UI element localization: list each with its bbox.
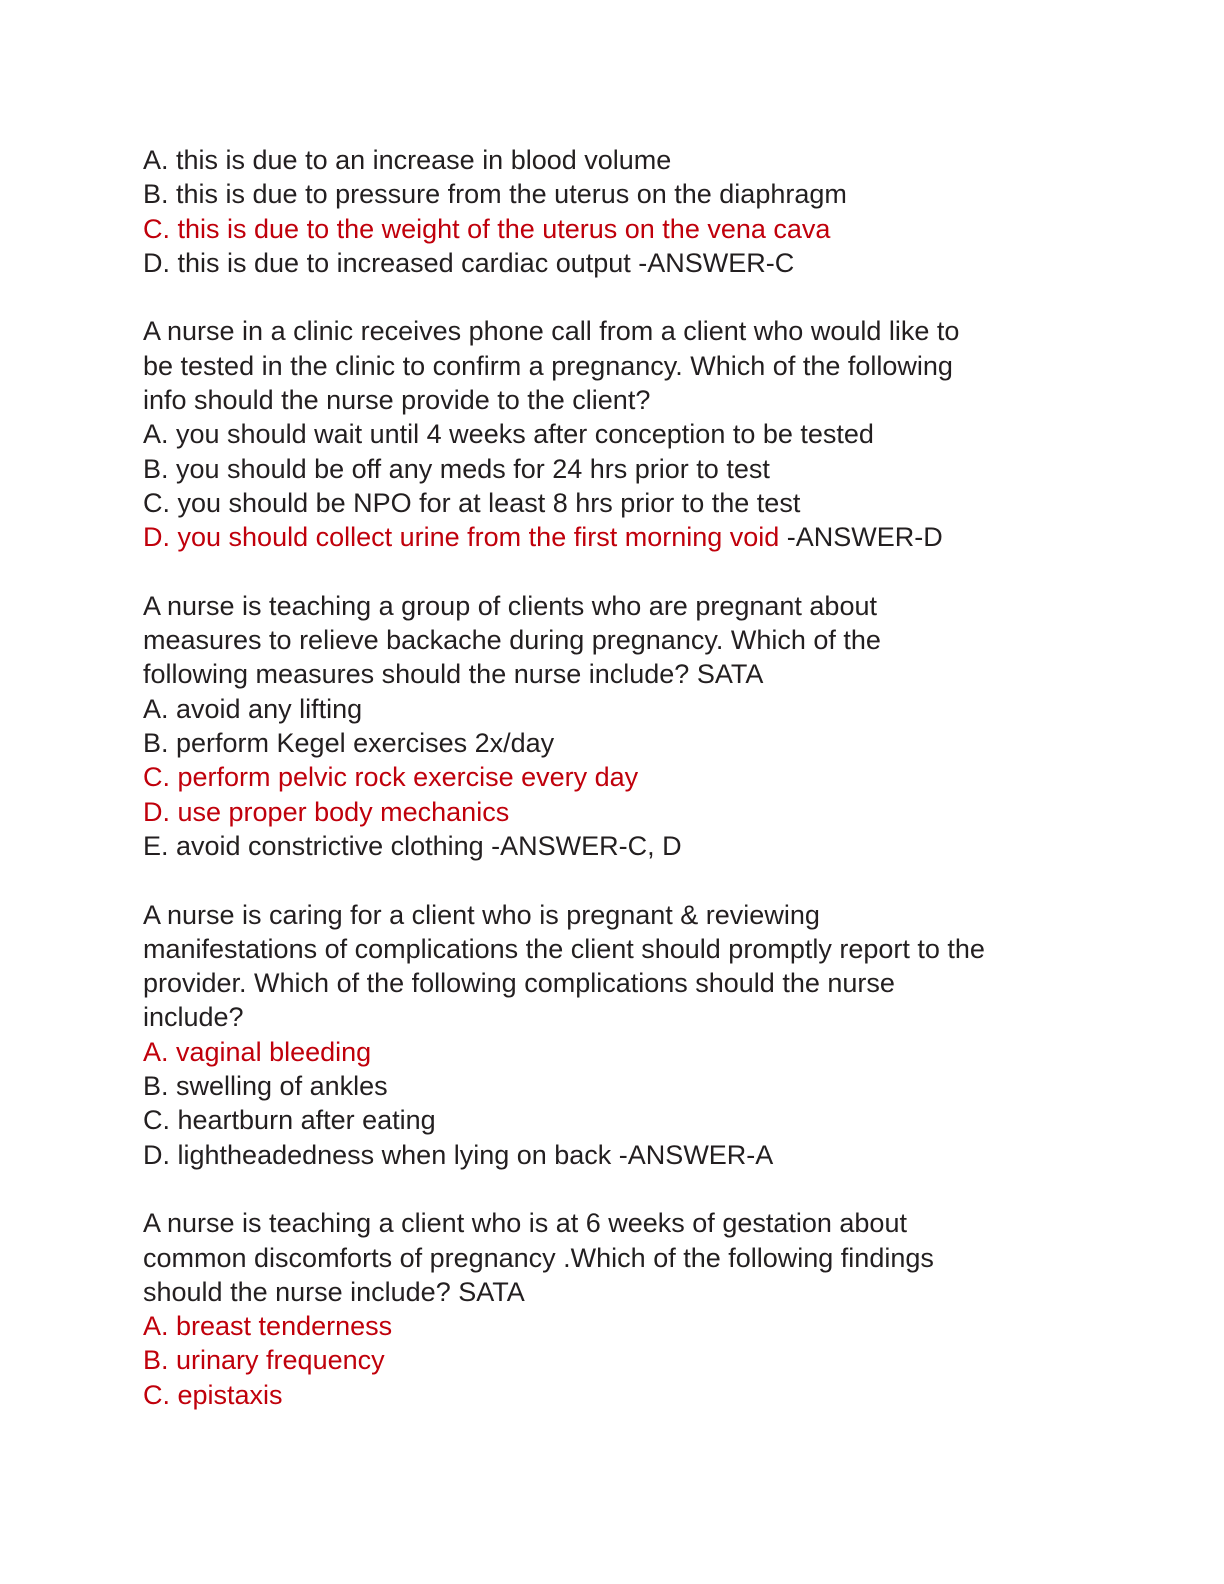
answer-option-c: C. heartburn after eating [143,1105,436,1136]
answer-option-b-correct: B. urinary frequency [143,1345,385,1376]
question-text-line: manifestations of complications the client should promptly report to the [143,933,985,964]
answer-option-d-line [143,520,1143,554]
document-page [143,143,1143,1412]
question-text-line: measures to relieve backache during pregnancy. Which of the [143,625,881,656]
answer-option-d-correct: D. you should collect urine from the first morning void [143,522,780,553]
question-text-line: include? [143,1002,244,1033]
answer-option-a-correct: A. breast tenderness [143,1311,393,1342]
answer-option-b: B. swelling of ankles [143,1071,388,1102]
answer-option-b: B. perform Kegel exercises 2x/day [143,728,555,759]
answer-option-a: A. this is due to an increase in blood volume [143,145,672,175]
answer-option-b: B. this is due to pressure from the uterus on the diaphragm [143,179,847,210]
question-text-line: info should the nurse provide to the client? [143,385,651,416]
answer-option-c-correct: C. epistaxis [143,1379,283,1410]
answer-option-a: A. avoid any lifting [143,693,363,724]
answer-option-c: C. you should be NPO for at least 8 hrs prior to the test [143,487,801,518]
question-block-2 [143,314,1143,554]
question-text-line: A nurse in a clinic receives phone call from a client who would like to [143,316,960,347]
question-text-line: common discomforts of pregnancy .Which of the following findings [143,1242,934,1273]
question-text-line: A nurse is caring for a client who is pregnant & reviewing [143,899,820,930]
answer-option-a: A. you should wait until 4 weeks after conception to be tested [143,419,874,450]
question-text-line: A nurse is teaching a group of clients who are pregnant about [143,590,877,621]
answer-key: -ANSWER-D [779,522,943,553]
question-text-line: provider. Which of the following complications should the nurse [143,968,895,999]
question-block-5 [143,1206,1143,1412]
question-text-line: following measures should the nurse include? SATA [143,659,764,690]
question-text-line: should the nurse include? SATA [143,1276,525,1307]
answer-option-d-with-key: D. this is due to increased cardiac output -ANSWER-C [143,247,795,278]
question-block-3 [143,589,1143,863]
question-block-4 [143,898,1143,1172]
question-text-line: A nurse is teaching a client who is at 6 weeks of gestation about [143,1208,907,1239]
answer-option-d-with-key: D. lightheadedness when lying on back -ANSWER-A [143,1139,774,1170]
answer-option-d-correct: D. use proper body mechanics [143,796,510,827]
answer-option-c-correct: C. this is due to the weight of the uterus on the vena cava [143,213,831,244]
answer-option-c-correct: C. perform pelvic rock exercise every day [143,762,639,793]
question-text-line: be tested in the clinic to confirm a pregnancy. Which of the following [143,350,953,381]
answer-option-a-correct: A. vaginal bleeding [143,1036,372,1067]
answer-option-b: B. you should be off any meds for 24 hrs prior to test [143,453,770,484]
answer-option-e-with-key: E. avoid constrictive clothing -ANSWER-C, D [143,830,682,861]
question-block-1 [143,143,1143,280]
